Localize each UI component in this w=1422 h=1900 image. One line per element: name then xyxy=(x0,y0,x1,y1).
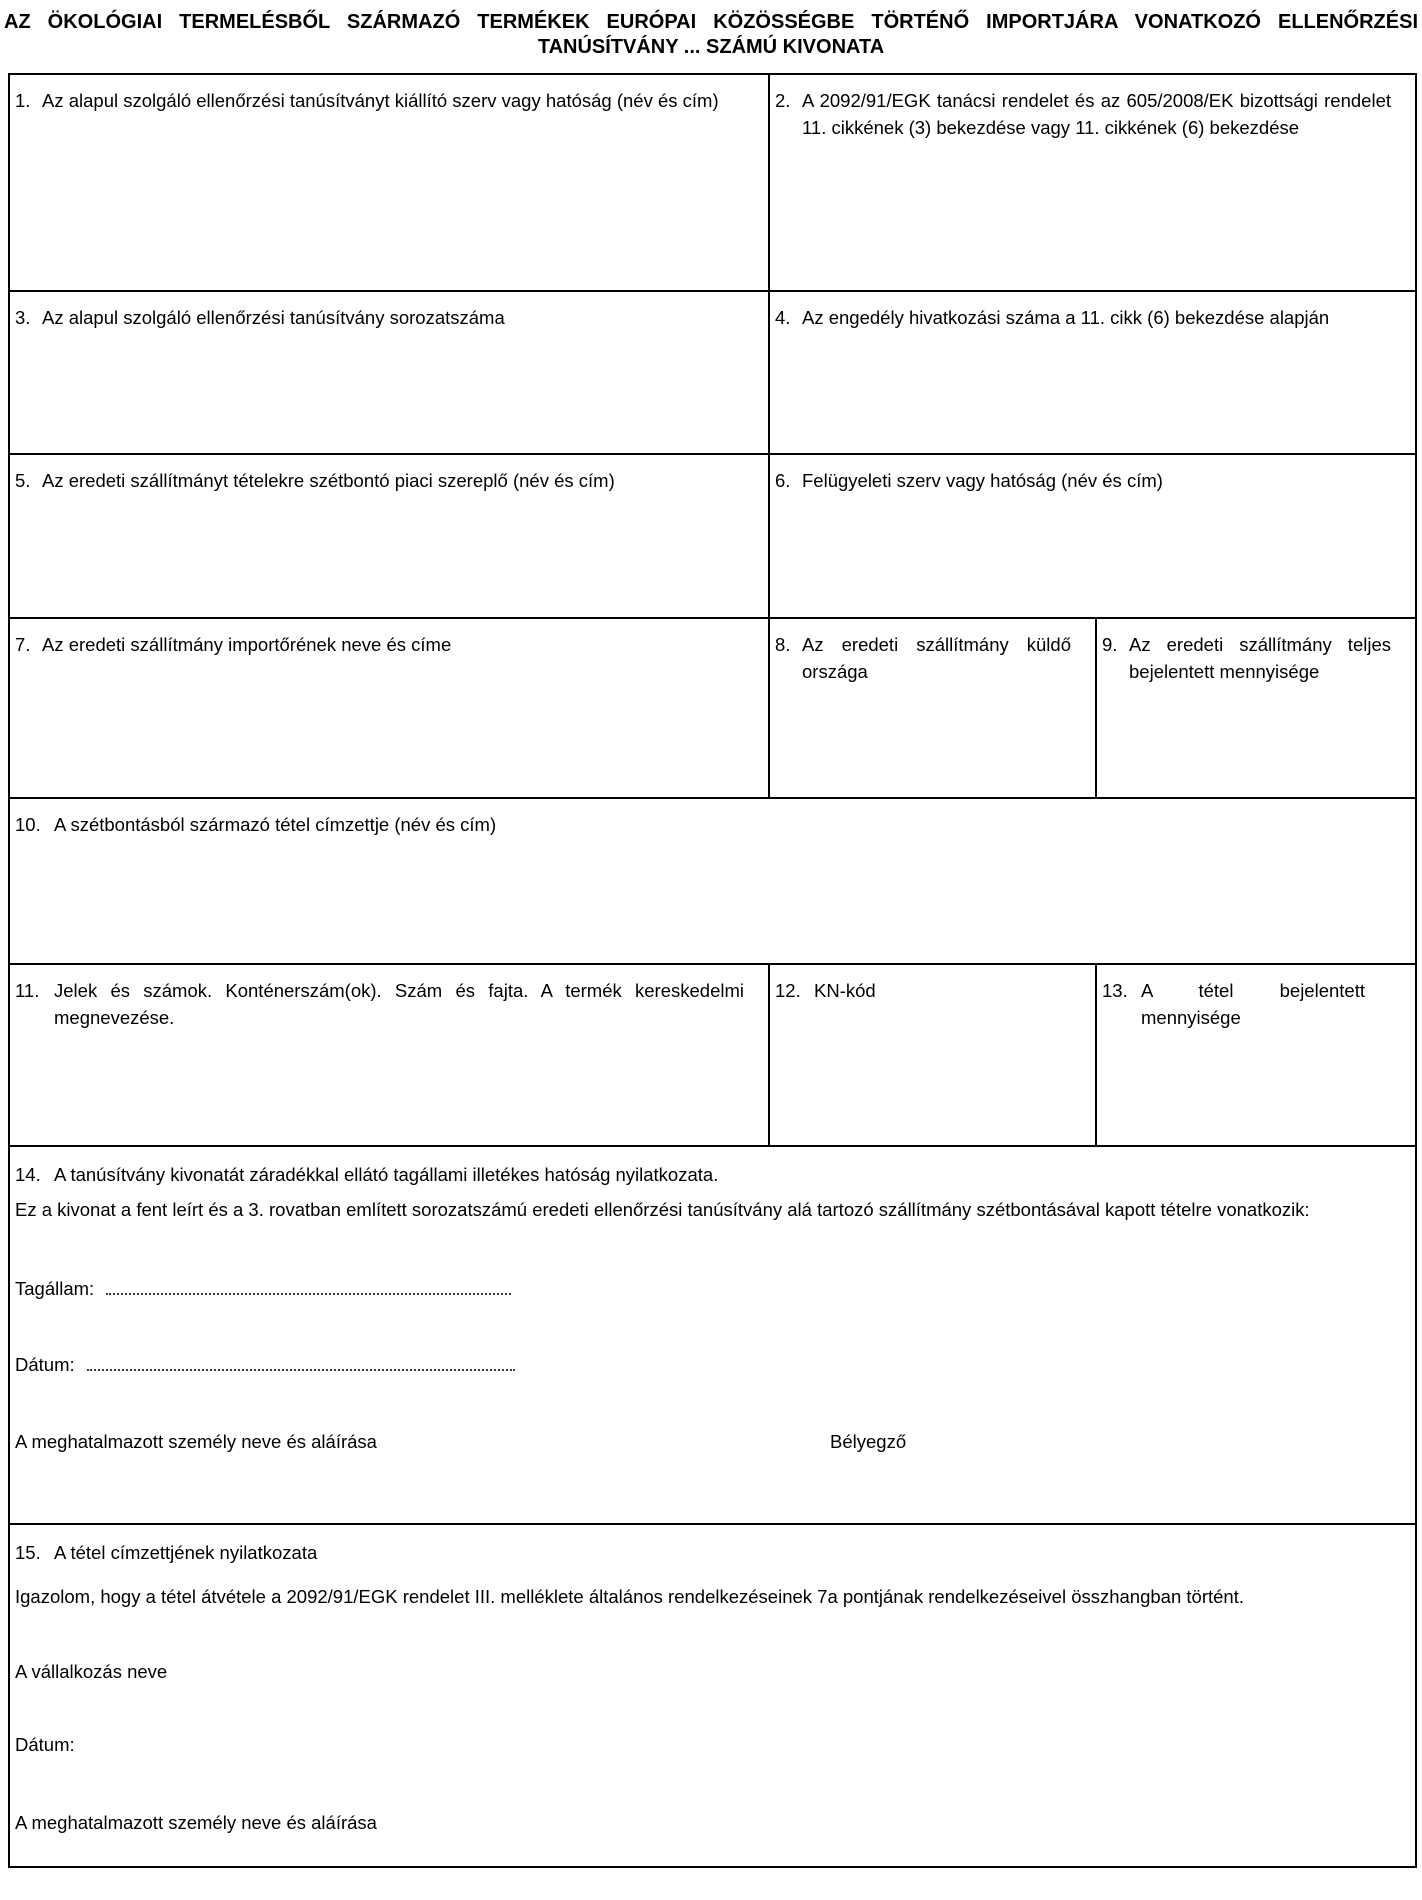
field-label: Az alapul szolgáló ellenőrzési tanúsítványt kiállító szerv vagy hatóság (név és cím) xyxy=(42,90,719,111)
form-row-4 xyxy=(10,617,1415,797)
field-9-total-declared-quantity xyxy=(1095,619,1415,797)
section-14-authority-declaration xyxy=(10,1147,1415,1523)
signature-label: A meghatalmazott személy neve és aláírása xyxy=(15,1812,377,1833)
field-label: A 2092/91/EGK tanácsi rendelet és az 605/2008/EK bizottsági rendelet 11. cikkének (3) bekezdése vagy 11. cikkének (6) bekezdése xyxy=(802,90,1391,138)
field-12-cn-code xyxy=(768,965,1095,1145)
document-title xyxy=(4,10,1418,60)
date-label: Dátum: xyxy=(15,1354,75,1375)
field-label: Felügyeleti szerv vagy hatóság (név és cím) xyxy=(802,470,1163,491)
member-state-line xyxy=(15,1275,1405,1302)
date-label: Dátum: xyxy=(15,1734,75,1755)
section-15-consignee-declaration xyxy=(10,1525,1415,1866)
field-label: KN-kód xyxy=(814,980,876,1001)
field-number: 1. xyxy=(15,90,31,111)
form-row-3 xyxy=(10,453,1415,617)
field-number: 11. xyxy=(15,980,40,1001)
field-number: 14. xyxy=(15,1164,41,1185)
field-label: Az eredeti szállítmány küldő országa xyxy=(802,634,1071,682)
certificate-extract-form xyxy=(8,73,1417,1868)
field-label: Az eredeti szállítmányt tételekre szétbontó piaci szereplő (név és cím) xyxy=(42,470,615,491)
field-label: Jelek és számok. Konténerszám(ok). Szám és fajta. A termék kereskedelmi megnevezése. xyxy=(54,980,744,1028)
field-label: Az alapul szolgáló ellenőrzési tanúsítvány sorozatszáma xyxy=(42,307,505,328)
document-title-line1: AZ ÖKOLÓGIAI TERMELÉSBŐL SZÁRMAZÓ TERMÉKEK EURÓPAI KÖZÖSSÉGBE TÖRTÉNŐ IMPORTJÁRA VONATKOZÓ ELLENŐRZÉSI xyxy=(4,11,1418,33)
field-5-splitting-operator xyxy=(10,455,768,617)
field-number: 15. xyxy=(15,1542,41,1563)
field-4-authorisation-reference xyxy=(768,292,1415,453)
signature-label: A meghatalmazott személy neve és aláírása xyxy=(15,1431,377,1452)
field-label: A szétbontásból származó tétel címzettje (név és cím) xyxy=(54,814,497,835)
field-number: 2. xyxy=(775,90,791,111)
section-14-paragraph: Ez a kivonat a fent leírt és a 3. rovatban említett sorozatszámú eredeti ellenőrzési tanúsítvány alá tartozó szállítmány szétbontásával kapott tételre vonatkozik: xyxy=(15,1199,1310,1220)
document-title-line2: TANÚSÍTVÁNY ... SZÁMÚ KIVONATA xyxy=(537,36,885,58)
form-row-2 xyxy=(10,290,1415,453)
section-heading: A tanúsítvány kivonatát záradékkal ellátó tagállami illetékes hatóság nyilatkozata. xyxy=(54,1164,719,1185)
field-7-importer xyxy=(10,619,768,797)
field-10-consignee xyxy=(10,799,1415,963)
section-15-paragraph: Igazolom, hogy a tétel átvétele a 2092/91/EGK rendelet III. melléklete általános rendelkezéseinek 7a pontjának rendelkezéseivel összhangban történt. xyxy=(15,1586,1244,1607)
field-2-regulation-reference xyxy=(768,75,1415,290)
field-number: 8. xyxy=(775,634,791,655)
field-1-issuing-body xyxy=(10,75,768,290)
field-number: 9. xyxy=(1102,634,1118,655)
field-11-marks-numbers xyxy=(10,965,768,1145)
stamp-label: Bélyegző xyxy=(830,1431,907,1452)
field-number: 6. xyxy=(775,470,791,491)
field-number: 4. xyxy=(775,307,791,328)
field-label: Az eredeti szállítmány importőrének neve és címe xyxy=(42,634,452,655)
section-heading: A tétel címzettjének nyilatkozata xyxy=(54,1542,318,1563)
form-row-5 xyxy=(10,797,1415,963)
date-line xyxy=(15,1351,1405,1378)
form-row-8 xyxy=(10,1523,1415,1866)
field-label: A tétel bejelentett mennyisége xyxy=(1141,980,1365,1028)
signature-stamp-line xyxy=(15,1428,1405,1455)
field-3-serial-number xyxy=(10,292,768,453)
field-number: 7. xyxy=(15,634,31,655)
field-label: Az eredeti szállítmány teljes bejelentett mennyisége xyxy=(1129,634,1391,682)
field-number: 12. xyxy=(775,980,801,1001)
member-state-fill-line xyxy=(106,1280,511,1295)
field-8-sending-country xyxy=(768,619,1095,797)
field-number: 13. xyxy=(1102,980,1128,1001)
field-6-inspection-body xyxy=(768,455,1415,617)
field-label: Az engedély hivatkozási száma a 11. cikk (6) bekezdése alapján xyxy=(802,307,1330,328)
field-number: 5. xyxy=(15,470,31,491)
date-fill-line xyxy=(87,1356,515,1371)
member-state-label: Tagállam: xyxy=(15,1278,95,1299)
form-row-7 xyxy=(10,1145,1415,1523)
field-number: 3. xyxy=(15,307,31,328)
form-row-1 xyxy=(10,75,1415,290)
field-number: 10. xyxy=(15,814,41,835)
form-row-6 xyxy=(10,963,1415,1145)
company-name-label: A vállalkozás neve xyxy=(15,1661,168,1682)
field-13-lot-declared-quantity xyxy=(1095,965,1415,1145)
